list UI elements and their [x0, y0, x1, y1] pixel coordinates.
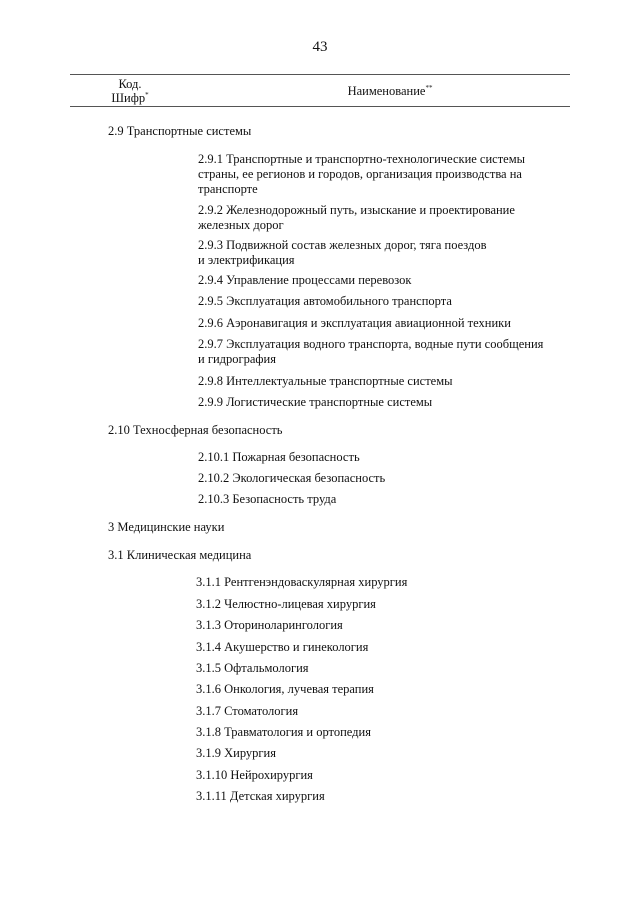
list-item-line: 3.1.7 Стоматология — [196, 704, 299, 718]
column-header-code-line1: Код. — [118, 77, 142, 91]
list-item — [196, 618, 566, 633]
column-header-name-label: Наименование — [347, 84, 426, 98]
list-item — [198, 450, 568, 465]
list-item — [198, 374, 568, 389]
group-heading: 2.10 Техносферная безопасность — [108, 423, 283, 437]
list-item-line: 2.9.1 Транспортные и транспортно-технологические системы — [198, 152, 526, 166]
list-item — [198, 471, 568, 486]
list-item-line: 3.1.10 Нейрохирургия — [196, 768, 313, 782]
list-item-line: 3.1.8 Травматология и ортопедия — [196, 725, 371, 739]
list-item-line: 2.10.2 Экологическая безопасность — [198, 471, 386, 485]
list-item-line: 2.10.3 Безопасность труда — [198, 492, 337, 506]
list-item — [196, 789, 566, 804]
column-header-name — [250, 84, 530, 99]
list-item-line: 2.9.3 Подвижной состав железных дорог, тяга поездов — [198, 238, 487, 252]
list-item-line: 3.1.1 Рентгенэндоваскулярная хирургия — [196, 575, 408, 589]
list-item-line: и гидрография — [198, 352, 276, 366]
page-number: 43 — [312, 39, 328, 55]
list-item-line: страны, ее регионов и городов, организация производства на — [198, 167, 522, 181]
list-item — [198, 238, 568, 268]
list-item — [198, 203, 568, 233]
list-item-line: 3.1.9 Хирургия — [196, 746, 276, 760]
footnote-mark-code: * — [145, 91, 149, 99]
list-item-line: 2.9.6 Аэронавигация и эксплуатация авиационной техники — [198, 316, 511, 330]
list-item — [196, 640, 566, 655]
list-item — [198, 152, 568, 197]
list-item-line: 2.9.5 Эксплуатация автомобильного транспорта — [198, 294, 452, 308]
list-item-line: 2.9.8 Интеллектуальные транспортные системы — [198, 374, 453, 388]
footnote-mark-name: ** — [425, 84, 433, 92]
list-item-line: 2.10.1 Пожарная безопасность — [198, 450, 360, 464]
list-item-line: 3.1.11 Детская хирургия — [196, 789, 325, 803]
list-item-line: 2.9.4 Управление процессами перевозок — [198, 273, 412, 287]
list-item-line: 3.1.5 Офтальмология — [196, 661, 309, 675]
list-item — [196, 661, 566, 676]
list-item-line: 3.1.4 Акушерство и гинекология — [196, 640, 369, 654]
list-item — [198, 395, 568, 410]
list-item-line: 2.9.9 Логистические транспортные системы — [198, 395, 433, 409]
table-header-bottom-rule — [70, 106, 570, 107]
list-item — [196, 725, 566, 740]
list-item — [196, 704, 566, 719]
group-heading: 3.1 Клиническая медицина — [108, 548, 252, 562]
column-header-code-label: Шифр — [111, 91, 146, 105]
list-item-line: железных дорог — [198, 218, 284, 232]
list-item-line: 3.1.6 Онкология, лучевая терапия — [196, 682, 374, 696]
list-item — [198, 337, 568, 367]
list-item — [196, 682, 566, 697]
list-item — [198, 492, 568, 507]
group-heading: 3 Медицинские науки — [108, 520, 225, 534]
list-item — [196, 575, 566, 590]
list-item — [198, 294, 568, 309]
list-item — [196, 768, 566, 783]
list-item-line: 2.9.7 Эксплуатация водного транспорта, водные пути сообщения — [198, 337, 544, 351]
column-header-code-line2 — [90, 91, 170, 105]
column-header-code — [90, 77, 170, 105]
group-heading: 2.9 Транспортные системы — [108, 124, 252, 138]
list-item-line: транспорте — [198, 182, 258, 196]
list-item-line: 3.1.3 Оториноларингология — [196, 618, 343, 632]
list-item — [198, 316, 568, 331]
list-item-line: 2.9.2 Железнодорожный путь, изыскание и проектирование — [198, 203, 515, 217]
list-item — [196, 597, 566, 612]
list-item-line: 3.1.2 Челюстно-лицевая хирургия — [196, 597, 376, 611]
list-item-line: и электрификация — [198, 253, 295, 267]
list-item — [196, 746, 566, 761]
list-item — [198, 273, 568, 288]
table-header-top-rule — [70, 74, 570, 75]
